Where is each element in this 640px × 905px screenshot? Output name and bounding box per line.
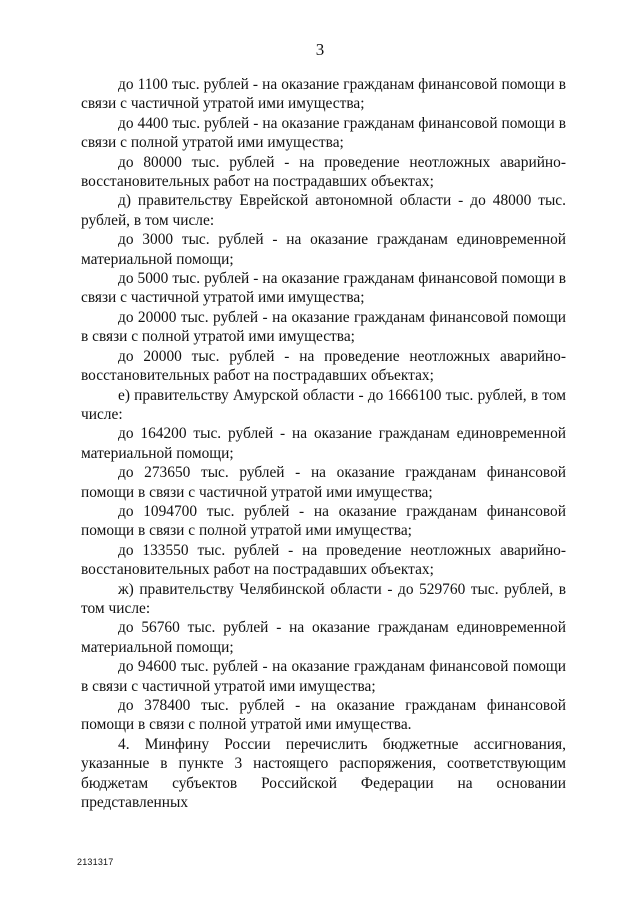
paragraph: до 20000 тыс. рублей - на оказание гражданам финансовой помощи в связи с полной утратой ими имущества; (81, 308, 566, 346)
paragraph: до 133550 тыс. рублей - на проведение неотложных аварийно-восстановительных работ на пострадавших объектах; (81, 541, 566, 579)
paragraph: до 1094700 тыс. рублей - на оказание гражданам финансовой помощи в связи с полной утратой ими имущества; (81, 502, 566, 540)
paragraph: ж) правительству Челябинской области - до 529760 тыс. рублей, в том числе: (81, 580, 566, 617)
paragraph: до 164200 тыс. рублей - на оказание гражданам единовременной материальной помощи; (81, 425, 566, 462)
paragraph: до 94600 тыс. рублей - на оказание гражданам финансовой помощи в связи с частичной утратой ими имущества; (81, 658, 566, 695)
paragraph: до 4400 тыс. рублей - на оказание гражданам финансовой помощи в связи с полной утратой ими имущества; (81, 114, 566, 152)
paragraph: до 273650 тыс. рублей - на оказание гражданам финансовой помощи в связи с частичной утратой ими имущества; (81, 464, 566, 501)
paragraph: до 56760 тыс. рублей - на оказание гражданам единовременной материальной помощи; (81, 619, 566, 656)
paragraph: до 3000 тыс. рублей - на оказание гражданам единовременной материальной помощи; (81, 231, 566, 268)
paragraph: 4. Минфину России перечислить бюджетные ассигнования, указанные в пункте 3 настоящего распоряжения, соответствующим бюджетам субъектов Российской Федерации на основании представленных (81, 735, 566, 812)
paragraph: д) правительству Еврейской автономной области - до 48000 тыс. рублей, в том числе: (81, 192, 566, 229)
page-number: 3 (315, 40, 325, 59)
paragraph: до 1100 тыс. рублей - на оказание гражданам финансовой помощи в связи с частичной утратой ими имущества; (81, 76, 566, 113)
paragraph: е) правительству Амурской области - до 1666100 тыс. рублей, в том числе: (81, 386, 566, 423)
paragraph: до 80000 тыс. рублей - на проведение неотложных аварийно-восстановительных работ на пострадавших объектах; (81, 153, 566, 191)
document-body (81, 75, 566, 812)
paragraph: до 378400 тыс. рублей - на оказание гражданам финансовой помощи в связи с полной утратой ими имущества. (81, 697, 566, 734)
document-code: 2131317 (77, 857, 114, 867)
paragraph: до 5000 тыс. рублей - на оказание гражданам финансовой помощи в связи с частичной утратой ими имущества; (81, 270, 566, 307)
paragraph: до 20000 тыс. рублей - на проведение неотложных аварийно-восстановительных работ на пострадавших объектах; (81, 347, 566, 385)
